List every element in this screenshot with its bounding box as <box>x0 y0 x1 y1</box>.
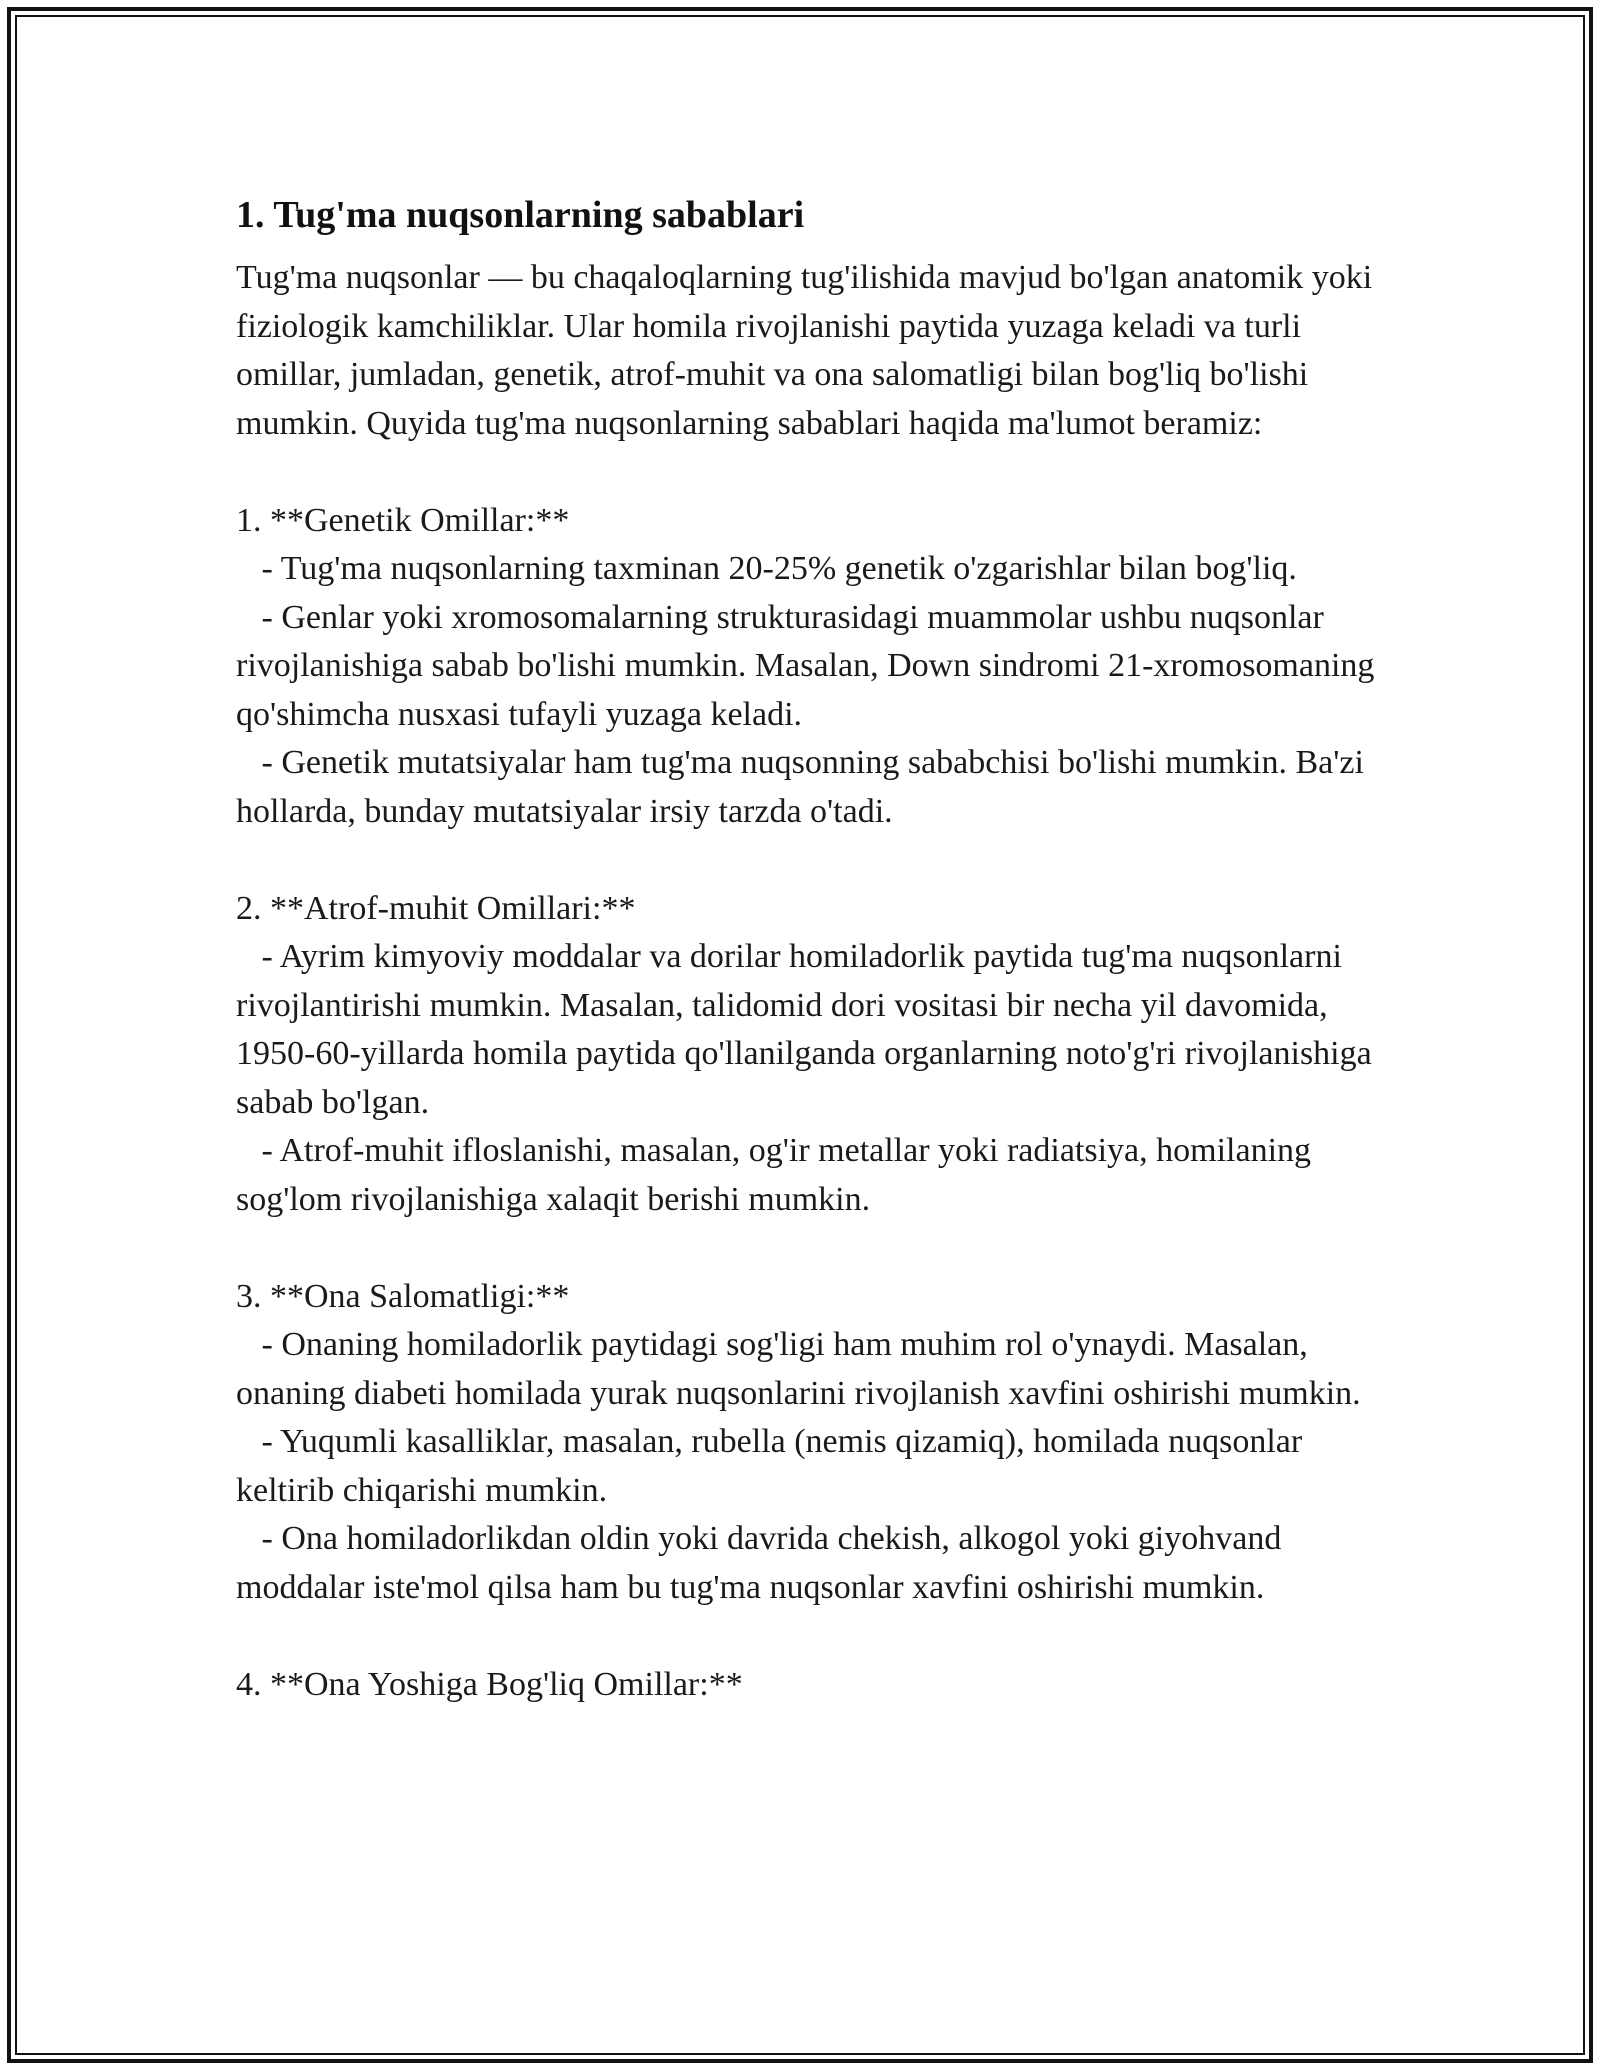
section-environment <box>236 885 1381 1225</box>
section-heading: 4. **Ona Yoshiga Bog'liq Omillar:** <box>236 1665 743 1703</box>
list-item: - Yuqumli kasalliklar, masalan, rubella (nemis qizamiq), homilada nuqsonlar keltirib chiqarishi mumkin. <box>236 1423 1311 1509</box>
list-item: - Atrof-muhit ifloslanishi, masalan, og'ir metallar yoki radiatsiya, homilaning sog'lom rivojlanishiga xalaqit berishi mumkin. <box>236 1132 1320 1218</box>
section-maternal-health <box>236 1273 1376 1613</box>
list-item: - Onaning homiladorlik paytidagi sog'ligi ham muhim rol o'ynaydi. Masalan, onaning diabeti homilada yurak nuqsonlarini rivojlanish xavfini oshirishi mumkin. <box>236 1326 1361 1412</box>
list-item: - Ayrim kimyoviy moddalar va dorilar homiladorlik paytida tug'ma nuqsonlarni rivojlantirishi mumkin. Masalan, talidomid dori vositasi bir necha yil davomida, 1950-60-yillarda homila paytida qo'llanilganda organlarning noto'g'ri rivojlanishiga sabab bo'lgan. <box>236 938 1381 1121</box>
paragraph-gap <box>236 448 1376 497</box>
section-maternal-age <box>236 1661 1376 1710</box>
paragraph-gap <box>236 836 1376 885</box>
section-genetic <box>236 497 1383 837</box>
section-heading: 1. **Genetik Omillar:** <box>236 501 570 539</box>
paragraph-gap <box>236 1224 1376 1273</box>
section-heading: 3. **Ona Salomatligi:** <box>236 1277 570 1315</box>
list-item: - Tug'ma nuqsonlarning taxminan 20-25% genetik o'zgarishlar bilan bog'liq. <box>236 550 1297 587</box>
section-heading: 2. **Atrof-muhit Omillari:** <box>236 889 636 927</box>
document-body <box>236 182 1383 1709</box>
list-item: - Genetik mutatsiyalar ham tug'ma nuqsonning sababchisi bo'lishi mumkin. Ba'zi hollarda, bunday mutatsiyalar irsiy tarzda o'tadi. <box>236 744 1373 830</box>
document-title: 1. Tug'ma nuqsonlarning sabablari <box>236 194 805 236</box>
list-item: - Genlar yoki xromosomalarning strukturasidagi muammolar ushbu nuqsonlar rivojlanishiga sabab bo'lishi mumkin. Masalan, Down sindromi 21-xromosomaning qo'shimcha nusxasi tufayli yuzaga keladi. <box>236 598 1383 733</box>
intro-paragraph: Tug'ma nuqsonlar — bu chaqaloqlarning tug'ilishida mavjud bo'lgan anatomik yoki fiziologik kamchiliklar. Ular homila rivojlanishi paytida yuzaga keladi va turli omillar, jumladan, genetik, atrof-muhit va ona salomatligi bilan bog'liq bo'lishi mumkin. Quyida tug'ma nuqsonlarning sabablari haqida ma'lumot beramiz: <box>236 259 1381 442</box>
list-item: - Ona homiladorlikdan oldin yoki davrida chekish, alkogol yoki giyohvand moddalar iste'mol qilsa ham bu tug'ma nuqsonlar xavfini oshirishi mumkin. <box>236 1520 1290 1606</box>
paragraph-gap <box>236 1612 1376 1661</box>
